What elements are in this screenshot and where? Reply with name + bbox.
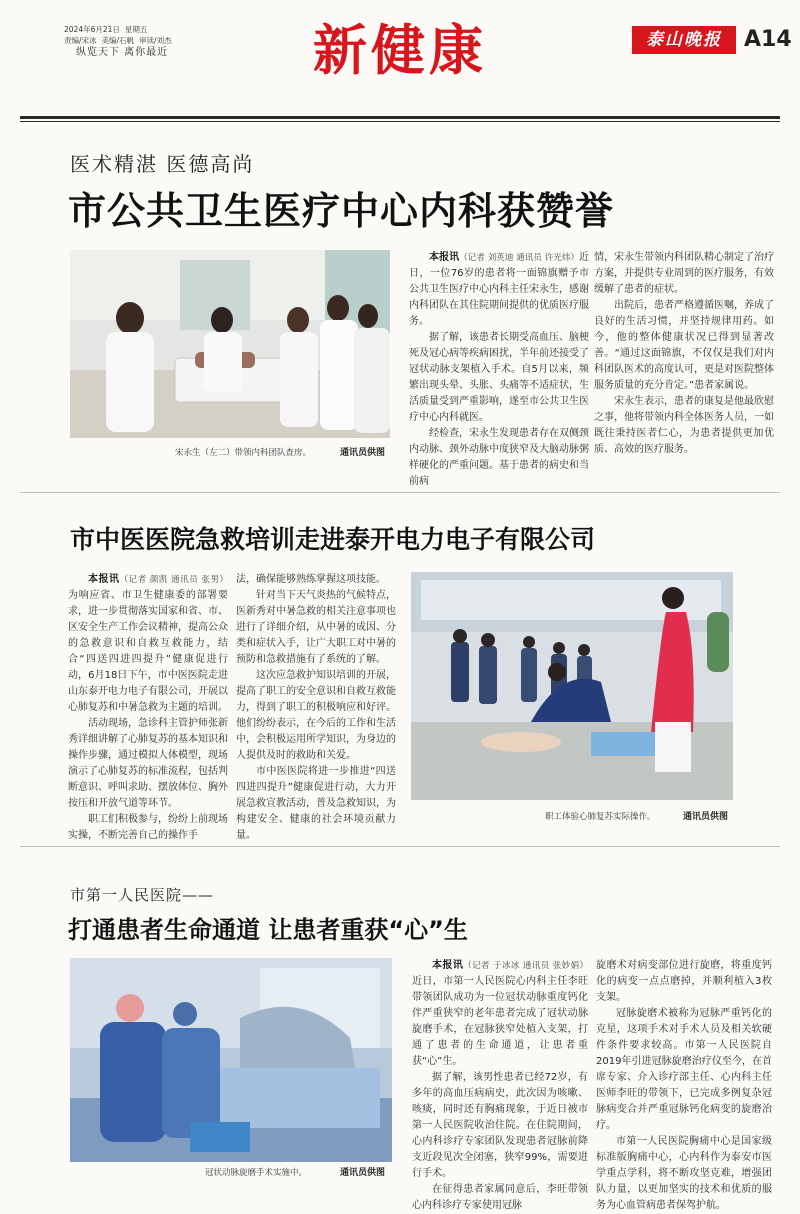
article3-paragraph: 据了解，该男性患者已经72岁，有多年的高血压病病史，此次因为咳嗽、咳痰，同时还有胸痛现象，于近日被市第一人民医院收治住院。在住院期间，心内科诊疗专家团队发现患者冠脉前降支近段见次全闭塞，狭窄99%，需要进行手术。	[412, 1072, 588, 1179]
article1-paragraph: 出院后，患者严格遵循医嘱，养成了良好的生活习惯，并坚持规律用药。如今，他的整体健康状况已得到显著改善。“通过这面锦旗，不仅仅是我们对内科团队医术的高度认可，更是对医院整体服务质量的充分肯定。”患者家属说。	[594, 300, 774, 391]
article1-paragraph: 据了解，该患者长期受高血压、脑梗死及冠心病等疾病困扰，半年前还接受了冠状动脉支架植入手术。自5月以来，频繁出现头晕、头胀、头痛等不适症状，生活质量受到严重影响，遂至市公共卫生医疗中心内科就医。	[409, 332, 589, 423]
article1-lead: 本报讯	[429, 252, 460, 263]
article3-photo-caption: 冠状动脉旋磨手术实施中。	[205, 1168, 308, 1178]
cpr-training-photo-graphic	[411, 572, 733, 800]
article3-column-2	[596, 958, 772, 1211]
article1-headline: 市公共卫生医疗中心内科获赞誉	[68, 189, 615, 233]
article2-paragraph: 职工们积极参与，纷纷上前现场实操，不断完善自己的操作手	[68, 814, 228, 841]
article3-photo	[70, 958, 392, 1162]
article1-byline: （记者 刘英迪 通讯员 许光炜）	[459, 253, 580, 263]
article1-paragraph: 宋永生表示，患者的康复是他最欣慰之事，他将带领内科全体医务人员，一如既往秉持医者仁心，为患者提供更加优质、高效的医疗服务。	[594, 396, 774, 455]
article3-lead: 本报讯	[432, 960, 464, 971]
article1-photo-caption: 宋永生（左二）带领内科团队查房。	[175, 448, 312, 458]
article1-photo-credit: 通讯员供图	[340, 448, 386, 458]
section-divider	[20, 846, 780, 847]
designer-credit: 美编/石帆	[101, 36, 135, 45]
article2-lead: 本报讯	[88, 574, 120, 585]
article2-paragraph: 针对当下天气炎热的气候特点，医新秀对中暑急救的相关注意事项也进行了详细介绍，从中暑的成因、分类和症状入手，让广大职工对中暑的预防和急救措施有了系统的了解。	[236, 590, 396, 665]
article2-photo-credit: 通讯员供图	[683, 812, 729, 822]
article2-column-1	[68, 572, 229, 841]
article2-headline: 市中医医院急救培训走进泰开电力电子有限公司	[70, 525, 596, 554]
article3-paragraph: 旋磨术对病变部位进行旋磨，将重度钙化的病变一点点磨掉，并顺利植入3枚支架。	[596, 960, 772, 1003]
issue-date: 2024年6月21日	[64, 25, 120, 34]
newspaper-logo: 泰山晚报	[632, 26, 736, 54]
masthead-slogan: 纵览天下 离你最近	[76, 47, 169, 58]
article3-paragraph: 近日，市第一人民医院心内科主任李旺带领团队成功为一位冠状动脉重度钙化伴严重狭窄的老年患者完成了冠状动脉旋磨手术，在冠脉狭窄处植入支架，打通了患者的生命通道，让患者重获“心”生。	[412, 976, 588, 1067]
page-number: A14	[744, 27, 792, 52]
article2-paragraph: 这次应急救护知识培训的开展，提高了职工的安全意识和自救互救能力，得到了职工的积极响应和好评。他们纷纷表示，在今后的工作和生活中，会积极运用所学知识，为身边的人提供及时的救助和关爱。	[236, 670, 396, 761]
editor-credit: 责编/宋冰	[64, 36, 97, 45]
article2-column-2	[236, 572, 396, 841]
proofreader-credit: 审读/刘杰	[139, 36, 172, 45]
article1-paragraph: 经检查，宋永生发现患者存在双侧颈内动脉、颈外动脉中度狭窄及大脑动脉粥样硬化的严重问题。基于患者的病史和当前病	[409, 428, 589, 487]
article2-paragraph: 法，确保能够熟练掌握这项技能。	[236, 574, 386, 585]
article1-column-2	[594, 250, 774, 470]
article3-byline: （记者 于冰冰 通讯员 张妙娟）	[463, 961, 589, 971]
article3-paragraph: 市第一人民医院胸痛中心是国家级标准版胸痛中心，心内科作为泰安市医学重点学科，将不断攻坚克难，增强团队力量，以更加坚实的技术和优质的服务为心血管病患者保驾护航。	[596, 1136, 772, 1211]
article2-photo	[411, 572, 733, 800]
article1-paragraph: 情，宋永生带领内科团队精心制定了治疗方案，并提供专业周到的医疗服务，有效缓解了患者的症状。	[594, 252, 774, 295]
article2-photo-caption: 职工体验心肺复苏实际操作。	[545, 812, 656, 822]
article1-column-1	[409, 250, 590, 487]
issue-weekday: 星期五	[124, 25, 148, 34]
article3-kicker: 市第一人民医院——	[70, 886, 215, 904]
article3-photo-credit: 通讯员供图	[340, 1168, 386, 1178]
article3-paragraph: 在征得患者家属同意后，李旺带领心内科诊疗专家使用冠脉	[412, 1184, 588, 1211]
article3-headline: 打通患者生命通道 让患者重获“心”生	[68, 916, 468, 944]
article3-paragraph: 冠脉旋磨术被称为冠脉严重钙化的克星，这项手术对手术人员及相关软硬件条件要求较高。市第一人民医院自2019年引进冠脉旋磨治疗仪至今，在首席专家、介入诊疗部主任、心内科主任医师李旺的带领下，已完成多例复杂冠脉病变合并严重冠脉钙化病变的旋磨治疗。	[596, 1008, 772, 1131]
surgery-photo-graphic	[70, 958, 392, 1162]
article3-column-1	[412, 958, 589, 1211]
ward-round-photo-graphic	[70, 250, 390, 438]
article1-photo	[70, 250, 390, 438]
article2-paragraph: 活动现场，急诊科主管护师张新秀详细讲解了心肺复苏的基本知识和操作步骤，通过模拟人体模型，现场演示了心肺复苏的标准流程，包括判断意识、呼叫求助、摆放体位、胸外按压和开放气道等环节。	[68, 718, 228, 809]
article1-paragraph: 近日，一位76岁的患者将一面锦旗赠予市公共卫生医疗中心内科主任宋永生，感谢内科团队在其住院期间提供的优质医疗服务。	[409, 252, 590, 327]
article2-byline: （记者 颜凯 通讯员 张男）	[119, 575, 229, 585]
masthead-rule	[20, 116, 780, 119]
section-title: 新健康	[313, 18, 487, 82]
article1-kicker: 医术精湛 医德高尚	[70, 152, 255, 176]
article2-paragraph: 市中医医院将进一步推进“四送四进四提升”健康促进行动，大力开展急救宣教活动，普及急救知识，为构建安全、健康的社会环境贡献力量。	[236, 766, 396, 841]
masthead-rule-thin	[20, 121, 780, 122]
section-divider	[20, 492, 780, 493]
article2-paragraph: 为响应省、市卫生健康委的部署要求，进一步贯彻落实国家和省、市、区安全生产工作会议精神，提高公众的急救意识和自救互救能力，结合“四送四进四提升”健康促进行动，6月18日下午，市中医医院走进山东泰开电力电子有限公司，开展以心肺复苏和中暑急救为主题的培训。	[68, 590, 228, 713]
